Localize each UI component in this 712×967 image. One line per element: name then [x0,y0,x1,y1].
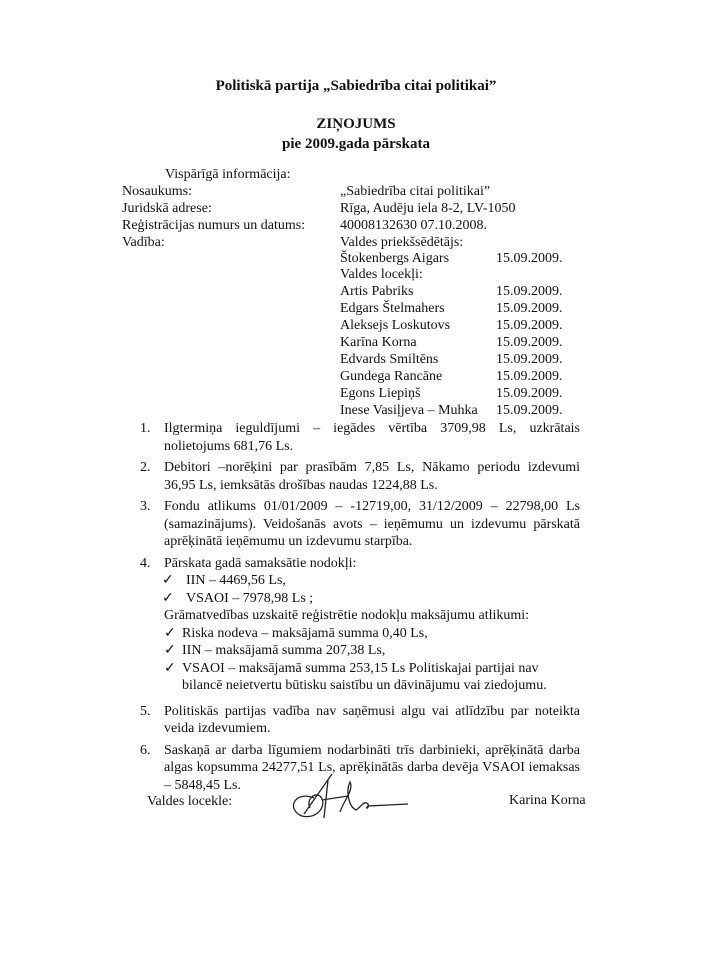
member-date: 15.09.2009. [496,301,563,316]
member-date: 15.09.2009. [496,403,563,418]
member-date: 15.09.2009. [496,318,563,333]
balance-item [140,642,580,660]
member-name: Artis Pabriks [340,284,414,299]
note-number: 3. [140,499,151,514]
balance-heading: Grāmatvedības uzskaitē reģistrētie nodokļu maksājumu atlikumi: [164,608,530,623]
paid-tax-text: VSAOI – 7978,98 Ls ; [186,590,314,606]
balance-text: VSAOI – maksājamā summa 253,15 Ls Politiskajai partijai nav bilancē neietvertu būtisku saistību un dāvinājumu vai ziedojumu. [182,660,547,693]
note-number: 5. [140,703,151,719]
member-date: 15.09.2009. [496,335,563,350]
name-value: „Sabiedrība citai politikai” [340,184,491,199]
chair-heading: Valdes priekšsēdētājs: [340,235,464,250]
note-number: 4. [140,555,151,571]
note-text: Pārskata gadā samaksātie nodokļi: [164,555,357,571]
note-item [140,703,580,738]
note-item [140,498,580,551]
note-item [140,420,580,455]
note-text: Debitori –norēķini par prasībām 7,85 Ls, Nākamo periodu izdevumi 36,95 Ls, iemksātās drošības naudas 1224,88 Ls. [164,460,580,493]
checkmark-icon: ✓ [162,573,174,588]
member-name: Edgars Štelmahers [340,301,445,316]
registration-label: Reģistrācijas numurs un datums: [122,218,306,233]
address-label: Juridskā adrese: [122,201,212,216]
note-item [140,459,580,494]
registration-value: 40008132630 07.10.2008. [340,218,487,233]
member-name: Edvards Smiltēns [340,352,439,367]
member-date: 15.09.2009. [496,352,563,367]
member-name: Aleksejs Loskutovs [340,318,451,333]
member-name: Inese Vasiļjeva – Muhka [340,403,478,418]
paid-tax-text: IIN – 4469,56 Ls, [186,573,286,588]
chair-name: Štokenbergs Aigars [340,251,450,266]
paid-tax-item [140,590,580,608]
checkmark-icon: ✓ [164,625,176,641]
note-text: Saskaņā ar darba līgumiem nodarbināti trīs darbinieki, aprēķinātā darba algas kopsumma 24277,51 Ls, aprēķinātās darba devēja VSAOI iemaksas – 5848,45 Ls. [164,742,580,793]
member-name: Egons Liepiņš [340,386,421,401]
balance-item [140,625,580,643]
note-item [140,555,580,573]
member-date: 15.09.2009. [496,386,563,401]
members-heading: Valdes locekļi: [340,267,423,282]
note-number: 1. [140,421,151,436]
address-value: Rīga, Audēju iela 8-2, LV-1050 [340,201,516,216]
note-text: Ilgtermiņa ieguldījumi – iegādes vērtība 3709,98 Ls, uzkrātais nolietojums 681,76 Ls. [164,421,580,454]
note-number: 6. [140,742,151,758]
member-name: Gundega Rancāne [340,369,443,384]
signature-label: Valdes locekle: [147,794,233,809]
note-text: Politiskās partijas vadība nav saņēmusi algu vai atlīdzību par noteikta veida izdevumiem. [164,703,580,736]
note-number: 2. [140,460,151,475]
chair-date: 15.09.2009. [496,251,563,266]
checkmark-icon: ✓ [164,660,176,676]
general-heading: Vispārīgā informācija: [165,167,291,182]
paid-tax-item [140,572,580,590]
balance-text: Riska nodeva – maksājamā summa 0,40 Ls, [182,625,428,641]
signature-image [284,770,414,830]
signer-name: Karina Korna [509,793,586,808]
report-title: ZIŅOJUMS [316,116,396,132]
member-date: 15.09.2009. [496,284,563,299]
balance-text: IIN – maksājamā summa 207,38 Ls, [182,643,386,658]
balance-item [140,660,580,695]
report-subtitle: pie 2009.gada pārskata [282,136,430,152]
management-label: Vadība: [122,235,165,250]
checkmark-icon: ✓ [162,590,174,606]
note-text: Fondu atlikums 01/01/2009 – -12719,00, 31/12/2009 – 22798,00 Ls (samazinājums). Veidošanās avots – ieņēmumu un izdevumu pārskatā aprēķinātā ieņēmumu un izdevumu starpība. [164,499,580,549]
name-label: Nosaukums: [122,184,192,199]
party-title: Politiskā partija „Sabiedrība citai politikai” [215,78,497,94]
member-date: 15.09.2009. [496,369,563,384]
checkmark-icon: ✓ [164,643,176,658]
notes-list [140,420,580,798]
member-name: Karīna Korna [340,335,417,350]
